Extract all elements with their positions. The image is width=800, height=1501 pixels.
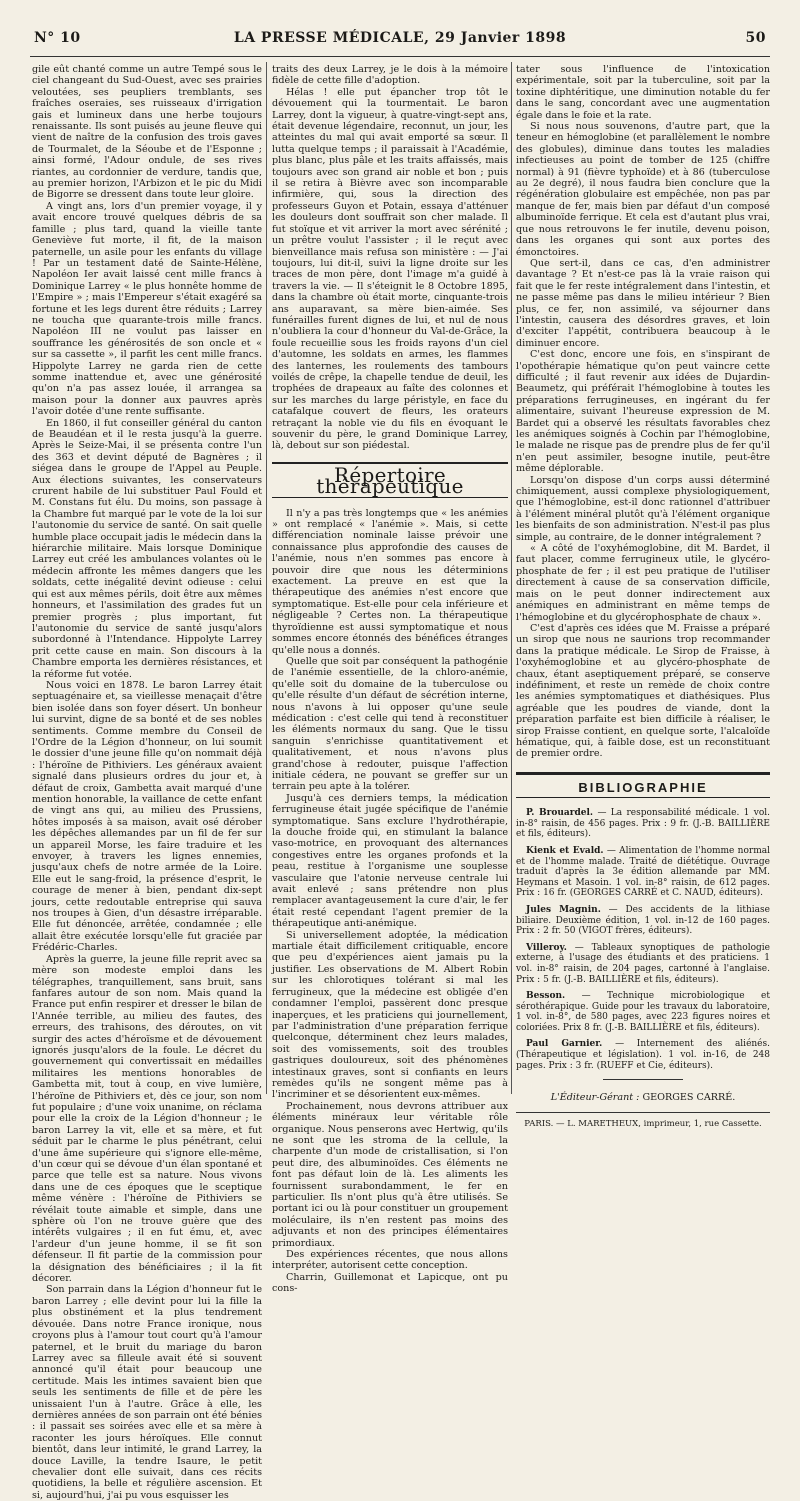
paragraph: Charrin, Guillemonat et Lapicque, ont pu cons- [272,1271,508,1295]
bib-author: Kienk et Evald. [526,845,604,856]
paragraph: Jusqu'à ces derniers temps, la médication ferrugineuse était jugée spécifique de l'anémie symptomatique. Sans exclure l'hydrothérapie, la douche froide qui, en stimulant la balance vaso-motrice, en provoquant des alternances congestives entre les organes profonds et la peau, restitue à l'organisme une souplesse vasculaire que l'atonie nerveuse centrale lui avait enlevé ; sans prétendre non plus remplacer avantageusement la cure d'air, le fer était resté cependant l'agent premier de la thérapeutique anti-anémique. [272,792,508,930]
paragraph: Nous voici en 1878. Le baron Larrey était septuagénaire et, sa vieillesse menaçait d'être bien isolée dans son foyer désert. Un bonheur lui survint, digne de sa bonté et de ses nobles sentiments. Comme membre du Conseil de l'Ordre de la Légion d'honneur, on lui soumit le dossier d'une jeune fille qu'on nommait déjà : l'héroïne de Pithiviers. Les généraux avaient signalé dans plusieurs ordres du jour et, à défaut de croix, Gambetta avait marqué d'une mention honorable, la vaillance de cette enfant de vingt ans qui, au milieu des Prussiens, hôtes imposés à sa maison, avait osé dérober les dépêches allemandes par un fil de fer sur un appareil Morse, les faire traduire et les envoyer, à travers les lignes ennemies, jusqu'aux chefs de notre armée de la Loire. Elle eut le sang-froid, la présence d'esprit, le courage de mener à bien, pendant dix-sept jours, cette redoutable entreprise qui sauva nos troupes à Gien, d'un désastre irréparable. Elle fut dénoncée, arrêtée, condamnée ; elle allait être exécutée lorsqu'elle fut graciée par Frédéric-Charles. [32,679,262,954]
column-divider [511,62,512,1094]
column-1 [32,64,262,1501]
issue-number: N° 10 [34,30,81,46]
paragraph: Après la guerre, la jeune fille reprit avec sa mère son modeste emploi dans les télégraphes, tranquillement, sans bruit, sans fanfares autour de son nom. Mais quand la France put enfin respirer et dresser le bilan de l'Année terrible, au milieu des fautes, des erreurs, des trahisons, des déroutes, on vit surgir des actes d'héroïsme et de dévouement ignorés jusqu'alors de la foule. Le décret du gouvernement qui convertissait en médailles militaires les mentions honorables de Gambetta mit, tout à coup, en vive lumière, l'héroïne de Pithiviers et, dès ce jour, son nom fut populaire ; d'une voix unanime, on réclama pour elle la croix de la Légion d'honneur ; le baron Larrey la vit, elle et sa mère, et fut séduit par le charme le plus pénétrant, celui d'une âme supérieure qui s'ignore elle-même, d'un cœur qui se dévoue d'un élan spontané et parce que telle est sa nature. Nous vivons dans une de ces époques que le sceptique même vénère : l'héroïne de Pithiviers se révélait toute aimable et simple, dans une sphère où l'on ne trouve guère que des intérêts vulgaires ; il en fut ému, et, avec l'ardeur d'un jeune homme, il se fit son défenseur. Il fit partie de la commission pour la désignation des bénéficiaires ; il la fit décorer. [32,953,262,1285]
bib-text: — Des accidents de la lithiase biliaire. Deuxième édition, 1 vol. in-12 de 160 pages. Prix : 2 fr. 50 (VIGOT frères, éditeurs). [516,904,770,937]
bib-author: Villeroy. [526,942,567,953]
journal-title: LA PRESSE MÉDICALE, 29 Janvier 1898 [233,30,567,46]
paragraph: Que sert-il, dans ce cas, d'en administrer davantage ? Et n'est-ce pas là la vraie raison qui fait que le fer reste intégralement dans l'intestin, et ne passe même pas dans le milieu intérieur ? Bien plus, ce fer, non assimilé, va séjourner dans l'intestin, causera des désordres graves, et loin d'exciter l'appétit, contribuera beaucoup à le diminuer encore. [516,257,770,349]
publisher-name: GEORGES CARRÉ. [642,1092,736,1104]
bibliography-entry [516,905,770,937]
bibliography-entry [516,943,770,985]
paragraph: Si nous nous souvenons, d'autre part, que la teneur en hémoglobine (et parallèlement le nombre des globules), diminue dans toutes les maladies infectieuses au point de tomber de 125 (chiffre normal) à 91 (fièvre typhoïde) et à 86 (tuberculose au 2e degré), il nous faudra bien conclure que la régénération globulaire est empêchée, non pas par manque de fer, mais bien par défaut d'un composé albuminoïde ferrique. Et cela est d'autant plus vrai, que nous retrouvons le fer inutile, devenu poison, dans les organes qui sont aux portes des émonctoires. [516,121,770,258]
publisher-line [516,1092,770,1103]
publisher-label: L'Éditeur-Gérant : [550,1092,640,1104]
bib-text: — Internement des aliénés. (Thérapeutique et législation). 1 vol. in-16, de 248 pages. Prix : 3 fr. (RUEFF et Cie, éditeurs). [516,1039,770,1071]
bib-author: Paul Garnier. [526,1039,603,1050]
paragraph: Hélas ! elle put épancher trop tôt le dévouement qui la tourmentait. Le baron Larrey, dont la vigueur, à quatre-vingt-sept ans, était devenue légendaire, reconnut, un jour, les atteintes du mal qui avait emporté sa sœur. Il lutta quelque temps ; il paraissait à l'Académie, plus blanc, plus pâle et les traits affaissés, mais toujours avec son grand air noble et bon ; puis il se retira à Bièvre avec son incomparable infirmière, qui, sous la direction des professeurs Guyon et Potain, essaya d'atténuer les douleurs dont souffrait son cher malade. Il fut stoïque et vit arriver la mort avec sérénité ; un prêtre voulut l'assister ; il le reçut avec bienveillance mais refusa son ministère : — J'ai toujours, lui dit-il, suivi la ligne droite sur les traces de mon père, dont l'image m'a guidé à travers la vie. — Il s'éteignit le 8 Octobre 1895, dans la chambre où était morte, cinquante-trois ans auparavant, sa mère bien-aimée. Ses funérailles furent dignes de lui, et nul de nous n'oubliera la cour d'honneur du Val-de-Grâce, la foule recueillie sous les froids rayons d'un ciel d'automne, les soldats en armes, les flammes des lanternes, les roulements des tambours voilés de crêpe, la chapelle tendue de deuil, les trophées de drapeaux au faîte des colonnes et sur les marches du large péristyle, en face du catafalque couvert de fleurs, les orateurs retraçant la noble vie du fils en évoquant le souvenir du père, le grand Dominique Larrey, là, debout sur son piédestal. [272,86,508,452]
column-divider [266,62,267,1094]
paragraph: C'est d'après ces idées que M. Fraisse a préparé un sirop que nous ne saurions trop recommander dans la pratique médicale. Le Sirop de Fraisse, à l'oxyhémoglobine et au glycéro-phosphate de chaux, étant aseptiquement préparé, se conserve indéfiniment, et reste un remède de choix contre les anémies symptomatiques et diathésiques. Plus agréable que les poudres de viande, dont la préparation parfaite est bien difficile à réaliser, le sirop Fraisse contient, en quelque sorte, l'alcaloïde hématique, qui, à faible dose, est un reconstituant de premier ordre. [516,622,770,760]
section-heading-box [272,462,508,498]
paragraph: Il n'y a pas très longtemps que « les anémies » ont remplacé « l'anémie ». Mais, si cette différenciation nominale laisse prévoir une connaissance plus approfondie des causes de l'anémie, nous n'en sommes pas encore à pouvoir dire que nous les déterminions exactement. La preuve en est que la thérapeutique des anémies n'est encore que symptomatique. Est-elle pour cela inférieure et négligeable ? Certes non. La thérapeutique thyroïdienne est aussi symptomatique et nous sommes encore étonnés des bénéfices étranges qu'elle nous a donnés. [272,507,508,656]
bib-text: — Technique microbiologique et sérothérapique. Guide pour les travaux du laboratoire, 1 vol. in-8°, de 580 pages, avec 223 figures noires et coloriées. Prix 8 fr. (J.-B. BAILLIÈRE et fils, éditeurs). [516,991,770,1033]
bibliography-entry [516,846,770,899]
paragraph: Si universellement adoptée, la médication martiale était difficilement critiquable, encore que peu d'expériences aient jamais pu la justifier. Les observations de M. Albert Robin sur les chlorotiques tolérant si mal les ferrugineux, que la médecine est obligée d'en condamner l'emploi, passèrent donc presque inaperçues, et les praticiens qui journellement, par l'administration d'une préparation ferrique quelconque, déterminent chez leurs malades, soit des vomissements, soit des troubles gastriques douloureux, soit des phénomènes intestinaux graves, sont si confiants en leurs remèdes qu'ils ne songent même pas à l'incriminer et se désorientent eux-mêmes. [272,929,508,1101]
printer-line: PARIS. — L. MARETHEUX, imprimeur, 1, rue Cassette. [524,1118,762,1129]
bib-author: Jules Magnin. [526,904,601,915]
paragraph: Des expériences récentes, que nous allons interpréter, autorisent cette conception. [272,1249,508,1272]
paragraph: gile eût chanté comme un autre Tempé sous le ciel changeant du Sud-Ouest, avec ses prairies veloutées, ses peupliers tremblants, ses fraîches oseraies, ses ruisseaux d'irrigation gais et lumineux dans une herbe toujours renaissante. Ils sont puisés au jeune fleuve qui vient de naître de la confusion des trois gaves de Tourmalet, de la Séoube et de l'Esponne ; ainsi formé, l'Adour ondule, de ses rives riantes, au cordonnier de verdure, tandis que, au premier horizon, l'Arbizon et le pic du Midi de Bigorre se dressent dans toute leur gloire. [32,64,262,201]
column-3 [516,64,770,1129]
paragraph: Quelle que soit par conséquent la pathogénie de l'anémie essentielle, de la chloro-anémie, qu'elle soit du domaine de la tuberculose ou qu'elle résulte d'un défaut de sécrétion interne, nous n'avons à lui opposer qu'une seule médication : c'est celle qui tend à reconstituer les éléments normaux du sang. Que le tissu sanguin s'enrichisse quantitativement et qualitativement, et nous n'avons plus grand'chose à redouter, puisque l'affection initiale cédera, ne pouvant se greffer sur un terrain peu apte à la tolérer. [272,655,508,793]
paragraph: « A côté de l'oxyhémoglobine, dit M. Bardet, il faut placer, comme ferrugineux utile, le glycéro-phosphate de fer ; il est peu pratique de l'utiliser directement à cause de sa conservation difficile, mais on le peut donner indirectement aux anémiques en administrant en même temps de l'hémoglobine et du glycérophosphate de chaux ». [516,543,770,623]
section-title: Répertoire thérapeutique [316,462,464,499]
paragraph: A vingt ans, lors d'un premier voyage, il y avait encore trouvé quelques débris de sa famille ; plus tard, quand la vieille tante Geneviève fut morte, il fit, de la maison paternelle, un asile pour les enfants du village ! Par un testament daté de Sainte-Hélène, Napoléon Ier avait laissé cent mille francs à Dominique Larrey « le plus honnête homme de l'Empire » ; mais l'Empereur s'était exagéré sa fortune et les legs durent être réduits ; Larrey ne toucha que quarante-trois mille francs. Napoléon III ne voulut pas laisser en souffrance les générosités de son oncle et « sur sa cassette », il parfit les cent mille francs. Hippolyte Larrey ne garda rien de cette somme inattendue et, avec une générosité qu'on n'a pas assez louée, il arrangea sa maison pour la donner aux pauvres après l'avoir dotée d'une rente suffisante. [32,200,262,418]
separator [516,1112,770,1113]
paragraph: C'est donc, encore une fois, en s'inspirant de l'opothérapie hématique qu'on peut vaincre cette difficulté ; il faut revenir aux idées de Dujardin-Beaumetz, qui préférait l'hémoglobine à toutes les préparations ferrugineuses, en ingérant du fer alimentaire, suivant l'heureuse expression de M. Bardet qui a observé les résultats favorables chez les anémiques soignés à Cochin par l'hémoglobine, le malade ne risque pas de prendre plus de fer qu'il n'en peut assimiler, besogne inutile, peut-être même déplorable. [516,349,770,475]
paragraph: Lorsqu'on dispose d'un corps aussi déterminé chimiquement, aussi complexe physiologiquement, que l'hémoglobine, est-il donc rationnel d'attribuer à l'élément minéral plutôt qu'à l'élément organique les bienfaits de son administration. N'est-il pas plus simple, au contraire, de le donner intégralement ? [516,474,770,543]
separator [603,1079,683,1080]
paragraph: En 1860, il fut conseiller général du canton de Beaudéan et il le resta jusqu'à la guerre. Après le Seize-Mai, il se présenta contre l'un des 363 et devint député de Bagnères ; il siégea dans le groupe de l'Appel au Peuple. Aux élections suivantes, les conservateurs crurent habile de lui substituer Paul Fould et M. Constans fut élu. Du moins, son passage à la Chambre fut marqué par le vote de la loi sur l'autonomie du service de santé. On sait quelle humble place occupait jadis le médecin dans la hiérarchie militaire. Mais lorsque Dominique Larrey eut créé les ambulances volantes où le médecin affronte les mêmes dangers que les soldats, cette inégalité devint odieuse : celui qui est aux mêmes périls, doit être aux mêmes honneurs, et l'assimilation des grades fut un premier progrès ; plus important, fut l'autonomie du service de santé jusqu'alors subordonné à l'Intendance. Hippolyte Larrey prit cette cause en main. Son discours à la Chambre emporta les dernières résistances, et la réforme fut votée. [32,417,262,680]
column-2 [272,64,508,1295]
bib-text: — La responsabilité médicale. 1 vol. in-8° raisin, de 456 pages. Prix : 9 fr. (J.-B. BAILLIÈRE et fils, éditeurs). [516,808,770,840]
bib-text: — Alimentation de l'homme normal et de l'homme malade. Traité de diététique. Ouvrage traduit d'après la 3e édition allemande par MM. Heymans et Masoin. 1 vol. in-8° raisin, de 612 pages. Prix : 16 fr. (GEORGES CARRÉ et C. NAUD, éditeurs). [516,845,770,899]
page-number: 50 [745,30,766,46]
bibliography-entry [516,991,770,1033]
bib-text: — Tableaux synoptiques de pathologie externe, à l'usage des étudiants et des praticiens. 1 vol. in-8° raisin, de 204 pages, cartonné à l'anglaise. Prix : 5 fr. (J.-B. BAILLIÈRE et fils, éditeurs). [516,942,770,985]
header-rule [30,56,770,57]
bibliography-heading-box [516,772,770,798]
paragraph: traits des deux Larrey, je le dois à la mémoire fidèle de cette fille d'adoption. [272,64,508,87]
paragraph: Son parrain dans la Légion d'honneur fut le baron Larrey ; elle devint pour lui la fille la plus obstinément et la plus tendrement dévouée. Dans notre France ironique, nous croyons plus à l'amour tout court qu'à l'amour paternel, et le bruit du mariage du baron Larrey avec sa filleule avait été si souvent annoncé qu'il était pour beaucoup une certitude. Mais les intimes savaient bien que seuls les sentiments de fille et de père les unissaient l'un à l'autre. Grâce à elle, les dernières années de son parrain ont été bénies : il passait ses soirées avec elle et sa mère à raconter les jours héroïques. Elle connut bientôt, dans leur intimité, le grand Larrey, la douce Laville, la tendre Isaure, le petit chevalier dont elle suivait, dans ces récits quotidiens, la belle et régulière ascension. Et si, aujourd'hui, j'ai pu vous esquisser les [32,1284,262,1501]
bibliography-title: BIBLIOGRAPHIE [578,779,708,795]
bibliography-entry [516,808,770,840]
bib-author: Besson. [526,991,566,1002]
paragraph: tater sous l'influence de l'intoxication expérimentale, soit par la tuberculine, soit par la toxine diphtéritique, une diminution notable du fer dans le sang, concordant avec une augmentation égale dans le foie et la rate. [516,64,770,121]
page-header [34,30,766,52]
bibliography-entry [516,1039,770,1071]
bib-author: P. Brouardel. [526,808,594,819]
paragraph: Prochainement, nous devrons attribuer aux éléments minéraux leur véritable rôle organique. Nous penserons avec Hertwig, qu'ils ne sont que les stroma de la cellule, la charpente d'un mode de cristallisation, si l'on peut dire, des albuminoïdes. Ces éléments ne font pas défaut loin de là. Les aliments les fournissent surabondamment, le fer en particulier. Ils n'ont plus qu'à être utilisés. Se portant ici ou là pour constituer un groupement moléculaire, ils n'en restent pas moins des adjuvants et non des principes élémentaires primordiaux. [272,1100,508,1249]
